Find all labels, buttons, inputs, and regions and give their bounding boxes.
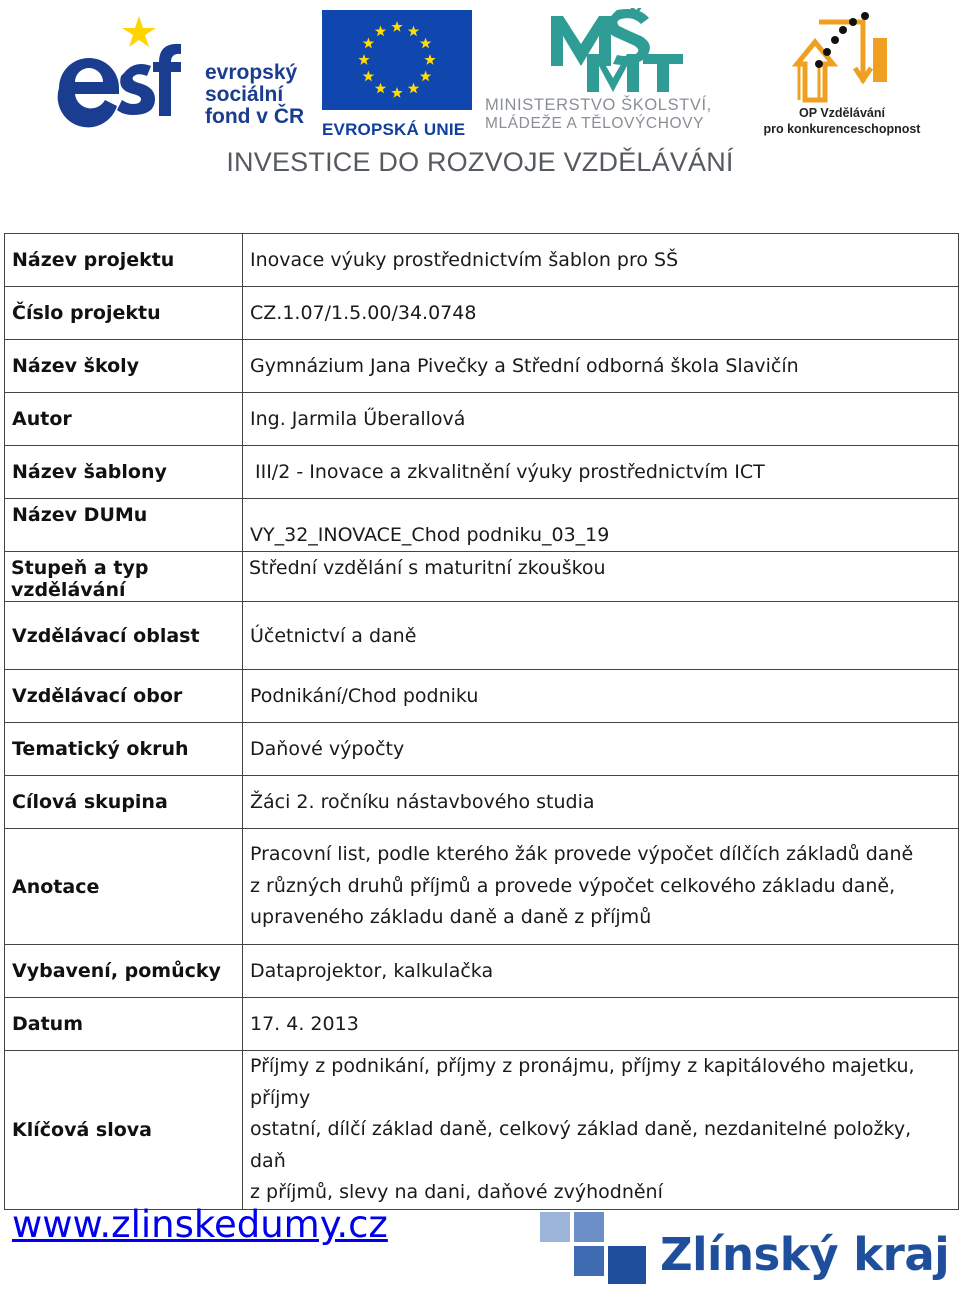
row-label: Anotace — [5, 829, 243, 945]
website-link[interactable]: www.zlinskedumy.cz — [12, 1203, 388, 1246]
row-label: Název DUMu — [5, 499, 243, 552]
row-value — [243, 829, 959, 945]
logo-banner — [0, 0, 960, 190]
op-text — [752, 105, 932, 137]
row-value: 17. 4. 2013 — [243, 998, 959, 1051]
row-label: Název školy — [5, 340, 243, 393]
keywords-line: ostatní, dílčí základ daně, celkový základ daně, nezdanitelné položky, daň — [250, 1118, 912, 1172]
annotation-line: z různých druhů příjmů a provede výpočet celkového základu daně, — [250, 874, 896, 897]
row-label: Vzdělávací oblast — [5, 602, 243, 670]
row-label: Číslo projektu — [5, 287, 243, 340]
msmt-line-2: MLÁDEŽE A TĚLOVÝCHOVY — [485, 115, 705, 132]
project-info-table — [4, 233, 959, 1210]
esf-line-3: fond v ČR — [205, 105, 305, 128]
table-row — [5, 602, 959, 670]
table-row — [5, 945, 959, 998]
annotation-line: Pracovní list, podle kterého žák provede výpočet dílčích základů daně — [250, 843, 914, 866]
row-label: Cílová skupina — [5, 776, 243, 829]
keywords-line: Příjmy z podnikání, příjmy z pronájmu, příjmy z kapitálového majetku, příjmy — [250, 1055, 915, 1109]
table-row — [5, 393, 959, 446]
eu-label: EVROPSKÁ UNIE — [322, 120, 466, 139]
op-mark-icon — [785, 8, 895, 103]
row-label: Vzdělávací obor — [5, 670, 243, 723]
table-row — [5, 829, 959, 945]
row-label: Stupeň a typ vzdělávání — [5, 552, 243, 602]
esf-line-2: sociální — [205, 83, 284, 106]
op-logo — [752, 8, 932, 138]
msmt-logo — [485, 8, 747, 138]
row-value: CZ.1.07/1.5.00/34.0748 — [243, 287, 959, 340]
row-label: Tematický okruh — [5, 723, 243, 776]
row-value: Ing. Jarmila Űberallová — [243, 393, 959, 446]
esf-logo — [55, 10, 313, 135]
row-value: Daňové výpočty — [243, 723, 959, 776]
row-label: Autor — [5, 393, 243, 446]
row-label: Název šablony — [5, 446, 243, 499]
eu-logo — [322, 10, 472, 139]
table-row — [5, 340, 959, 393]
row-label: Vybavení, pomůcky — [5, 945, 243, 998]
zlinsky-kraj-mark-icon — [540, 1212, 650, 1288]
row-value — [243, 1051, 959, 1210]
eu-flag-icon — [322, 10, 472, 110]
msmt-line-1: MINISTERSTVO ŠKOLSTVÍ, — [485, 96, 712, 114]
row-value: Střední vzdělání s maturitní zkouškou — [243, 552, 959, 602]
row-value: Žáci 2. ročníku nástavbového studia — [243, 776, 959, 829]
op-line-2: pro konkurenceschopnost — [763, 122, 921, 136]
zlinsky-kraj-label: Zlínský kraj — [660, 1228, 950, 1281]
row-value: Účetnictví a daně — [243, 602, 959, 670]
esf-mark-icon — [55, 10, 195, 135]
row-value: III/2 - Inovace a zkvalitnění výuky prostřednictvím ICT — [243, 446, 959, 499]
row-value: Inovace výuky prostřednictvím šablon pro SŠ — [243, 234, 959, 287]
table-row — [5, 446, 959, 499]
table-row — [5, 1051, 959, 1210]
row-value: Podnikání/Chod podniku — [243, 670, 959, 723]
msmt-mark-icon — [547, 8, 687, 96]
table-row — [5, 552, 959, 602]
annotation-line: upraveného základu daně a daně z příjmů — [250, 906, 652, 929]
op-line-1: OP Vzdělávání — [799, 106, 885, 120]
table-row — [5, 776, 959, 829]
esf-text — [205, 62, 335, 128]
row-value: VY_32_INOVACE_Chod podniku_03_19 — [243, 499, 959, 552]
table-row — [5, 234, 959, 287]
table-row — [5, 723, 959, 776]
table-row — [5, 287, 959, 340]
table-row — [5, 998, 959, 1051]
row-value: Gymnázium Jana Pivečky a Střední odborná škola Slavičín — [243, 340, 959, 393]
row-value: Dataprojektor, kalkulačka — [243, 945, 959, 998]
row-label: Název projektu — [5, 234, 243, 287]
keywords-line: z příjmů, slevy na dani, daňové zvýhodnění — [250, 1181, 663, 1203]
row-label: Datum — [5, 998, 243, 1051]
investice-heading: INVESTICE DO ROZVOJE VZDĚLÁVÁNÍ — [226, 147, 734, 177]
table-row — [5, 670, 959, 723]
zlinsky-kraj-logo — [540, 1208, 950, 1290]
row-label: Klíčová slova — [5, 1051, 243, 1210]
table-row — [5, 499, 959, 552]
esf-line-1: evropský — [205, 61, 298, 84]
